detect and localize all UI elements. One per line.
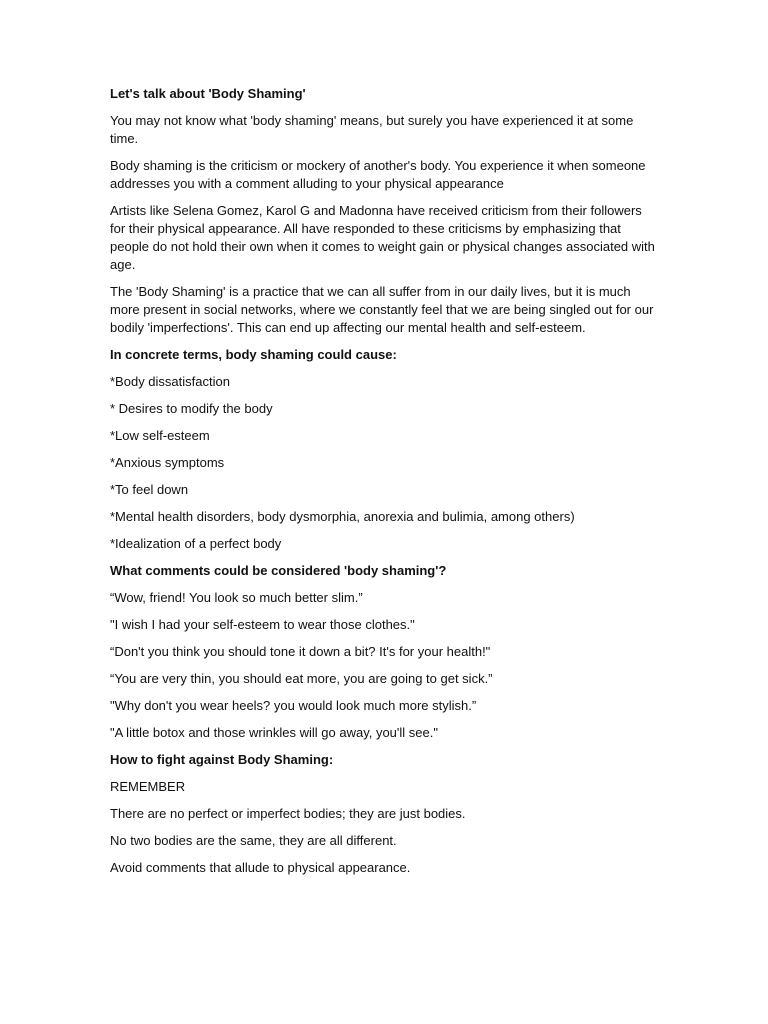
effect-item: *Anxious symptoms	[110, 455, 225, 470]
intro-paragraph: You may not know what 'body shaming' means, but surely you have experienced it at some time.	[110, 113, 634, 146]
effect-item: *Mental health disorders, body dysmorphia, anorexia and bulimia, among others)	[110, 509, 575, 524]
effect-item: *To feel down	[110, 482, 189, 497]
comment-item: “Don't you think you should tone it down a bit? It's for your health!"	[110, 644, 491, 659]
effect-item: *Body dissatisfaction	[110, 374, 230, 389]
comments-heading: What comments could be considered 'body shaming'?	[110, 563, 447, 578]
comment-item: "A little botox and those wrinkles will go away, you'll see."	[110, 725, 438, 740]
tip-item: No two bodies are the same, they are all different.	[110, 833, 397, 848]
effect-item: *Idealization of a perfect body	[110, 536, 282, 551]
fight-heading: How to fight against Body Shaming:	[110, 752, 334, 767]
intro-paragraph: Body shaming is the criticism or mockery of another's body. You experience it when someone addresses you with a comment alluding to your physical appearance	[110, 158, 646, 191]
comment-item: "Why don't you wear heels? you would look much more stylish.”	[110, 698, 477, 713]
document-page	[110, 85, 655, 886]
comment-item: “Wow, friend! You look so much better slim.”	[110, 590, 363, 605]
effect-item: * Desires to modify the body	[110, 401, 273, 416]
tip-item: There are no perfect or imperfect bodies; they are just bodies.	[110, 806, 466, 821]
remember-label: REMEMBER	[110, 779, 186, 794]
comment-item: "I wish I had your self-esteem to wear those clothes."	[110, 617, 415, 632]
tip-item: Avoid comments that allude to physical appearance.	[110, 860, 411, 875]
intro-paragraph: Artists like Selena Gomez, Karol G and Madonna have received criticism from their followers for their physical appearance. All have responded to these criticisms by emphasizing that people do not hold their own when it comes to weight gain or physical changes associated with age.	[110, 203, 655, 272]
comment-item: “You are very thin, you should eat more, you are going to get sick.”	[110, 671, 493, 686]
effect-item: *Low self-esteem	[110, 428, 210, 443]
document-title: Let's talk about 'Body Shaming'	[110, 86, 306, 101]
effects-heading: In concrete terms, body shaming could cause:	[110, 347, 397, 362]
intro-paragraph: The 'Body Shaming' is a practice that we can all suffer from in our daily lives, but it is much more present in social networks, where we constantly feel that we are being singled out for our bodily 'imperfections'. This can end up affecting our mental health and self-esteem.	[110, 284, 654, 335]
